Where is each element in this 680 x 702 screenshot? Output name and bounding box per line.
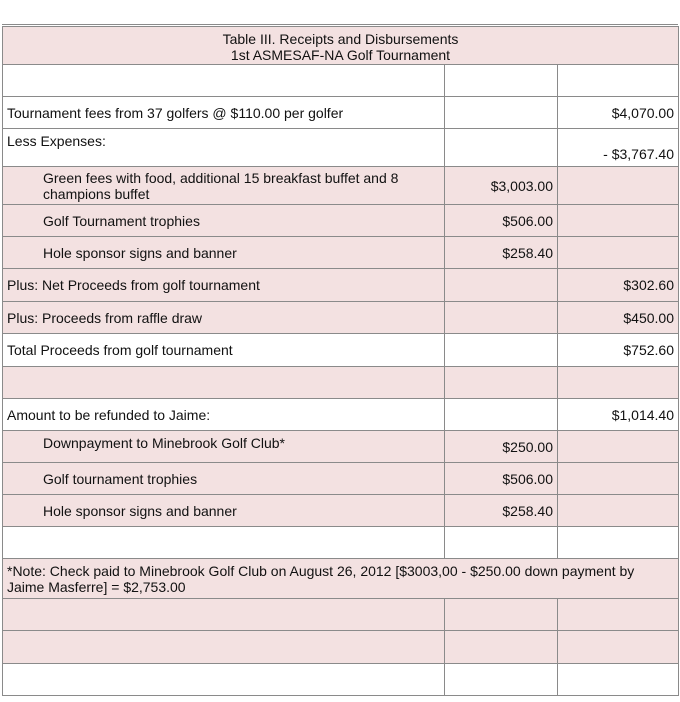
row-amount: $258.40 xyxy=(445,237,558,269)
row-label: Amount to be refunded to Jaime: xyxy=(3,399,445,431)
row-total: - $3,767.40 xyxy=(558,129,679,167)
row-amount: $506.00 xyxy=(445,463,558,495)
table-row-total-proceeds xyxy=(3,334,679,367)
title-row xyxy=(3,27,679,65)
row-total: $450.00 xyxy=(558,302,679,334)
top-rule xyxy=(2,24,678,25)
note-text: *Note: Check paid to Minebrook Golf Club on August 26, 2012 [$3003,00 - $250.00 down payment by Jaime Masferre] = $2,753.00 xyxy=(3,559,679,599)
receipts-table-container xyxy=(2,26,678,696)
table-row-signs-2 xyxy=(3,495,679,527)
row-label: Tournament fees from 37 golfers @ $110.00 per golfer xyxy=(3,97,445,129)
row-total: $1,014.40 xyxy=(558,399,679,431)
row-label: Plus: Proceeds from raffle draw xyxy=(3,302,445,334)
title-line-1: Table III. Receipts and Disbursements xyxy=(222,30,459,47)
row-label: Hole sponsor signs and banner xyxy=(3,495,445,527)
blank-row xyxy=(3,65,679,97)
table-title xyxy=(3,27,679,65)
blank-row xyxy=(3,367,679,399)
table-row-trophies xyxy=(3,205,679,237)
row-total: $752.60 xyxy=(558,334,679,367)
row-label: Hole sponsor signs and banner xyxy=(3,237,445,269)
row-label: Golf Tournament trophies xyxy=(3,205,445,237)
row-amount: $258.40 xyxy=(445,495,558,527)
row-label: Plus: Net Proceeds from golf tournament xyxy=(3,269,445,302)
row-label: Golf tournament trophies xyxy=(3,463,445,495)
table-row-net-proceeds xyxy=(3,269,679,302)
row-amount: $506.00 xyxy=(445,205,558,237)
table-row-raffle xyxy=(3,302,679,334)
row-total: $302.60 xyxy=(558,269,679,302)
table-row-downpayment xyxy=(3,431,679,463)
blank-row xyxy=(3,664,679,696)
row-label: Total Proceeds from golf tournament xyxy=(3,334,445,367)
row-label: Green fees with food, additional 15 breakfast buffet and 8 champions buffet xyxy=(3,167,445,205)
row-label: Downpayment to Minebrook Golf Club* xyxy=(3,431,445,463)
row-amount: $3,003.00 xyxy=(445,167,558,205)
row-total: $4,070.00 xyxy=(558,97,679,129)
table-row-fees xyxy=(3,97,679,129)
table-row-less-expenses xyxy=(3,129,679,167)
blank-row xyxy=(3,599,679,631)
table-row-refund xyxy=(3,399,679,431)
title-line-2: 1st ASMESAF-NA Golf Tournament xyxy=(230,46,451,63)
note-row xyxy=(3,559,679,599)
table-row-trophies-2 xyxy=(3,463,679,495)
receipts-disbursements-table xyxy=(2,26,679,696)
table-row-green-fees xyxy=(3,167,679,205)
blank-row xyxy=(3,631,679,664)
row-label: Less Expenses: xyxy=(3,129,445,167)
row-amount: $250.00 xyxy=(445,431,558,463)
table-row-signs xyxy=(3,237,679,269)
blank-row xyxy=(3,527,679,559)
